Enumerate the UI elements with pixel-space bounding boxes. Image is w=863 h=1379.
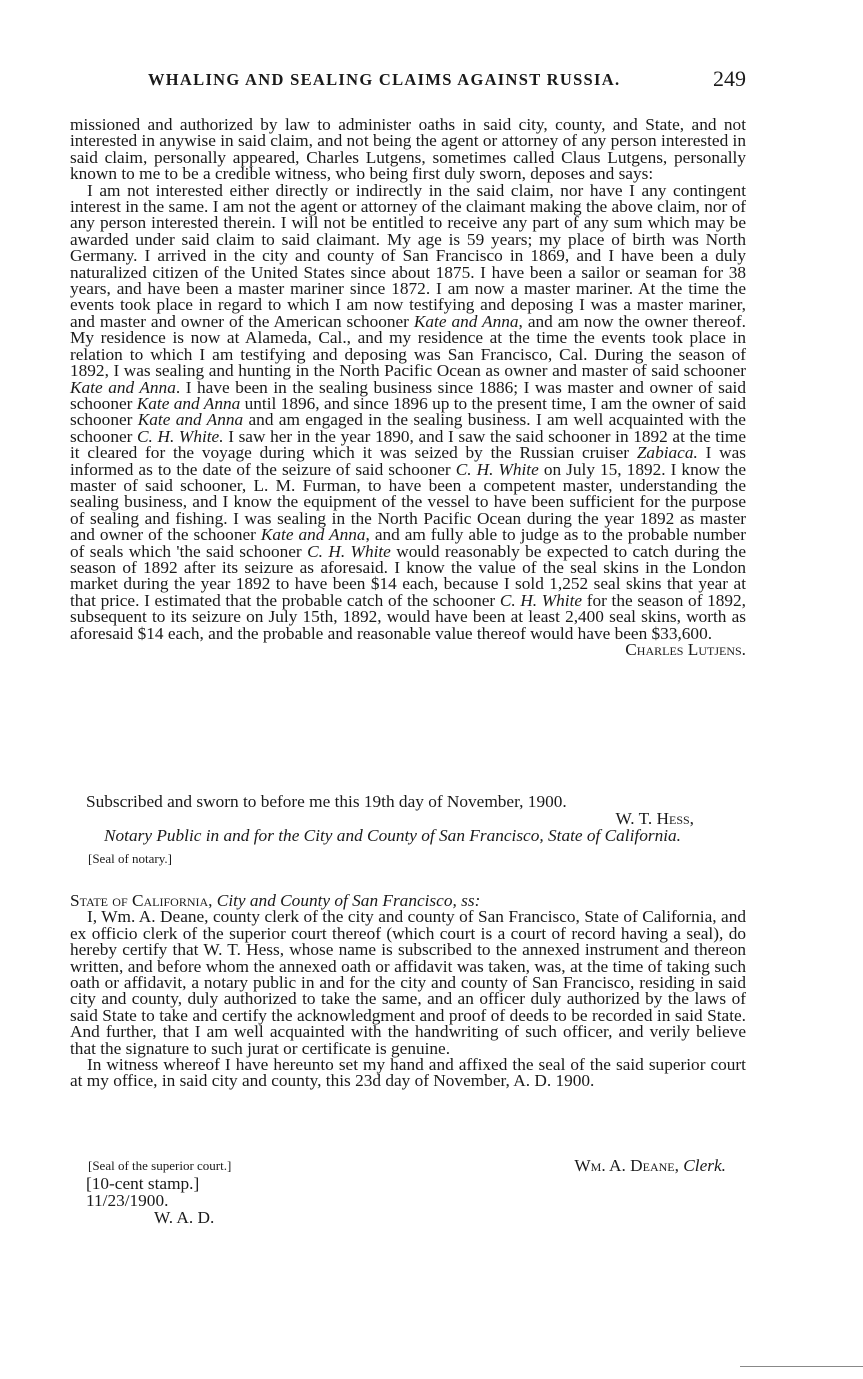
court-seal: [Seal of the superior court.] (88, 1158, 232, 1173)
bottom-rule (740, 1366, 863, 1367)
certificate-venue: State of California, City and County of San Francisco, ss: (70, 891, 481, 910)
page-number: 249 (713, 66, 746, 91)
jurat (70, 793, 746, 867)
affidavit-body (70, 117, 746, 658)
ship-name: C. H. White (499, 590, 583, 610)
notary-name: W. T. Hess, (615, 809, 694, 828)
cruiser-name: Zabiaca. (636, 443, 698, 463)
running-head: WHALING AND SEALING CLAIMS AGAINST RUSSIA. (148, 70, 621, 89)
ship-name: Kate and Anna (136, 393, 241, 413)
certificate-text: I, Wm. A. Deane, county clerk of the city and county of San Francisco, State of California, and ex officio clerk of the superior court thereof (which court is a court of record having a seal), do hereby certify that W. T. Hess, whose name is subscribed to the annexed instrument and thereon written, and before whom the annexed oath or affidavit was taken, was, at the time of taking such oath or affidavit, a notary public in and for the city and county of San Francisco, residing in said city and county, duly authorized to take the same, and an officer duly authorized by the laws of said State to take and certify the acknowledgment and proof of deeds to be recorded in said State. And further, that I am well acquainted with the handwriting of such officer, and verily believe that the signature to such jurat or certificate is genuine. (70, 907, 746, 1058)
ship-name: Kate and Anna (137, 410, 244, 430)
affidavit-testimony: I am not interested either directly or indirectly in the said claim, nor have I any contingent interest in the same. I am not the agent or attorney of the claimant making the above claim, nor of any person interested therein. I will not be entitled to receive any part of any sum which may be awarded under said claim to said claimant. My age is 59 years; my place of birth was North Germany. I arrived in the city and county of San Francisco in 1869, and I have been a duly naturalized citizen of the United States since about 1875. I have been a sailor or seaman for 38 years, and have been a master mariner since 1872. I am now a master mariner. At the time the events took place in regard to which I am now testifying and deposing I was a master mariner, and master and owner of the American schooner Kate and Anna, and am now the owner thereof. My residence is now at Alameda, Cal., and my residence at the time the events took place in relation to which I am testifying and deposing was San Francisco, Cal. During the season of 1892, I was sealing and hunting in the North Pacific Ocean as owner and master of said schooner Kate and Anna. I have been in the sealing business since 1886; I was master and owner of said schooner Kate and Anna until 1896, and since 1896 up to the present time, I am the owner of said schooner Kate and Anna and am engaged in the sealing business. I am well acquainted with the schooner C. H. White. I saw her in the year 1890, and I saw the said schooner in 1892 at the time it cleared for the voyage during which it was seized by the Russian cruiser Zabiaca. I was informed as to the date of the seizure of said schooner C. H. White on July 15, 1892. I know the master of said schooner, L. M. Furman, to have been a competent master, understanding the sealing business, and I know the equipment of the vessel to have been sufficient for the purpose of sealing and fishing. I was sealing in the North Pacific Ocean during the year 1892 as master and owner of the schooner Kate and Anna, and am fully able to judge as to the probable number of seals which 'the said schooner C. H. White would reasonably be expected to catch during the season of 1892 after its seizure as aforesaid. I know the value of the seal skins in the London market during the year 1892 to have been $14 each, because I sold 1,252 seal skins that year at that price. I estimated that the probable catch of the schooner C. H. White for the season of 1892, subsequent to its seizure on July 15th, 1892, would have been at least 2,400 seal skins, worth as aforesaid $14 each, and the probable and reasonable value thereof would have been $33,600. (70, 180, 747, 643)
ship-name: C. H. White (455, 459, 539, 479)
ship-name: C. H. White. (137, 426, 224, 446)
stamp-date: 11/23/1900. (86, 1191, 169, 1210)
ship-name: C. H. White (307, 541, 391, 561)
affiant-signature: Charles Lutjens. (625, 640, 746, 659)
ship-name: Kate and Anna (260, 525, 366, 545)
jurat-statement: Subscribed and sworn to before me this 19th day of November, 1900. (86, 792, 567, 811)
ship-name: Kate and Anna (413, 311, 519, 331)
affidavit-opening: missioned and authorized by law to administer oaths in said city, county, and State, and not interested in anywise in said claim, and not being the agent or attorney of any person interested in said claim, personally appeared, Charles Lutgens, sometimes called Claus Lutgens, personally known to me to be a credible witness, who being first duly sworn, deposes and says: (70, 115, 746, 184)
revenue-stamp: [10-cent stamp.] (86, 1174, 200, 1193)
ship-name: Kate and Anna (70, 377, 176, 397)
clerk-certificate (70, 893, 746, 1090)
notary-seal: [Seal of notary.] (88, 851, 172, 866)
certificate-witness: In witness whereof I have hereunto set my hand and affixed the seal of the said superior court at my office, in said city and county, this 23d day of November, A. D. 1900. (70, 1055, 746, 1091)
clerk-initials: W. A. D. (154, 1208, 215, 1227)
page-header (70, 66, 746, 96)
notary-title: Notary Public in and for the City and County of San Francisco, State of California. (104, 826, 681, 845)
clerk-signature: Wm. A. Deane, Clerk. (574, 1156, 726, 1175)
